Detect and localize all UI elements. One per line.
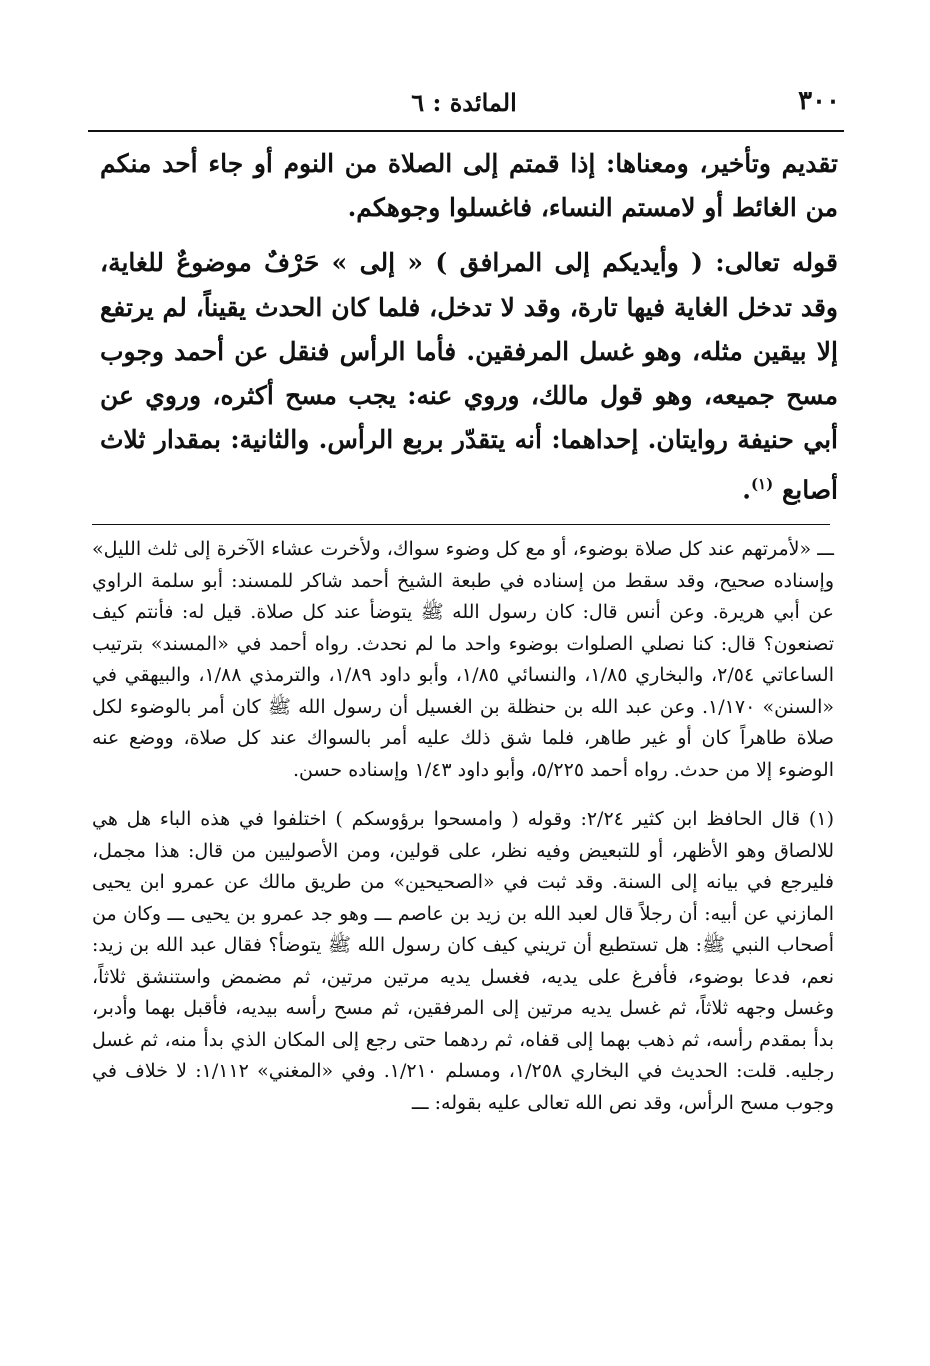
footnote-rule — [92, 524, 830, 525]
verse-keyword: قوله تعالى: — [715, 248, 838, 278]
footnote-1: (١) قال الحافظ ابن كثير ٢/٢٤: وقوله ( وامسحوا برؤوسكم ) اختلفوا في هذه الباء هل هي للالصاق وهو الأظهر، أو للتبعيض وفيه نظر، على قولين، ومن الأصوليين من قال: هذا مجمل، فليرجع في بيانه إلى السنة. وقد ثبت في «الصحيحين» من طريق مالك عن عمرو ابن يحيى المازني عن أبيه: أن رجلاً قال لعبد الله بن زيد بن عاصم ـــ وهو جد عمرو بن يحيى ـــ وكان من أصحاب النبي ﷺ: هل تستطيع أن تريني كيف كان رسول الله ﷺ يتوضأ؟ فقال عبد الله بن زيد: نعم، فدعا بوضوء، فأفرغ على يديه، فغسل يديه مرتين مرتين، ثم مضمض واستنشق ثلاثاً، وغسل وجهه ثلاثاً، ثم غسل يديه مرتين إلى المرفقين، ثم مسح رأسه بيديه، فأقبل بهما وأدبر، بدأ بمقدم رأسه، ثم ذهب بهما إلى قفاه، ثم ردهما حتى رجع إلى المكان الذي بدأ منه، ثم غسل رجليه. قلت: الحديث في البخاري ١/٢٥٨، ومسلم ١/٢١٠. وفي «المغني» ١/١١٢: لا خلاف في وجوب مسح الرأس، وقد نص الله تعالى عليه بقوله: ـــ — [92, 808, 834, 1114]
paragraph — [100, 241, 838, 513]
footnote-marker: (١) — [750, 475, 774, 494]
running-head: المائدة : ٦ — [411, 88, 517, 117]
paragraph-end: . — [742, 475, 751, 505]
page-number: ٣٠٠ — [798, 86, 840, 116]
footnotes — [92, 534, 834, 1119]
header-rule — [88, 130, 844, 132]
paragraph-text: ( وأيديكم إلى المرافق ) « إلى » حَرْفٌ موضوعٌ للغاية، وقد تدخل الغاية فيها تارة، وقد لا تدخل، فلما كان الحدث يقيناً، لم يرتفع إلا بيقين مثله، وهو غسل المرفقين. فأما الرأس فنقل عن أحمد وجوب مسح جميعه، وهو قول مالك، وروي عنه: يجب مسح أكثره، وروي عن أبي حنيفة روايتان. إحداهما: أنه يتقدّر بربع الرأس. والثانية: بمقدار ثلاث أصابع — [100, 248, 838, 505]
main-text — [100, 142, 838, 513]
footnote-continued: ـــ «لأمرتهم عند كل صلاة بوضوء، أو مع كل وضوء سواك، ولأخرت عشاء الآخرة إلى ثلث الليل» وإسناده صحيح، وقد سقط من إسناده في طبعة الشيخ أحمد شاكر للمسند: أبو سلمة الراوي عن أبي هريرة. وعن أنس قال: كان رسول الله ﷺ يتوضأ عند كل صلاة. قيل له: فأنتم كيف تصنعون؟ قال: كنا نصلي الصلوات بوضوء واحد ما لم نحدث. رواه أحمد في «المسند» بترتيب الساعاتي ٢/٥٤، والبخاري ١/٨٥، والنسائي ١/٨٥، وأبو داود ١/٨٩، والترمذي ١/٨٨، والبيهقي في «السنن» ١/١٧٠. وعن عبد الله بن حنظلة بن الغسيل أن رسول الله ﷺ كان أمر بالوضوء لكل صلاة طاهراً كان أو غير طاهر، فلما شق ذلك عليه أمر بالسواك عند كل صلاة، ووضع عنه الوضوء إلا من حدث. رواه أحمد ٥/٢٢٥، وأبو داود ١/٤٣ وإسناده حسن. — [92, 538, 834, 781]
paragraph: تقديم وتأخير، ومعناها: إذا قمتم إلى الصلاة من النوم أو جاء أحد منكم من الغائط أو لامستم النساء، فاغسلوا وجوهكم. — [100, 149, 838, 223]
page-header — [88, 84, 840, 124]
